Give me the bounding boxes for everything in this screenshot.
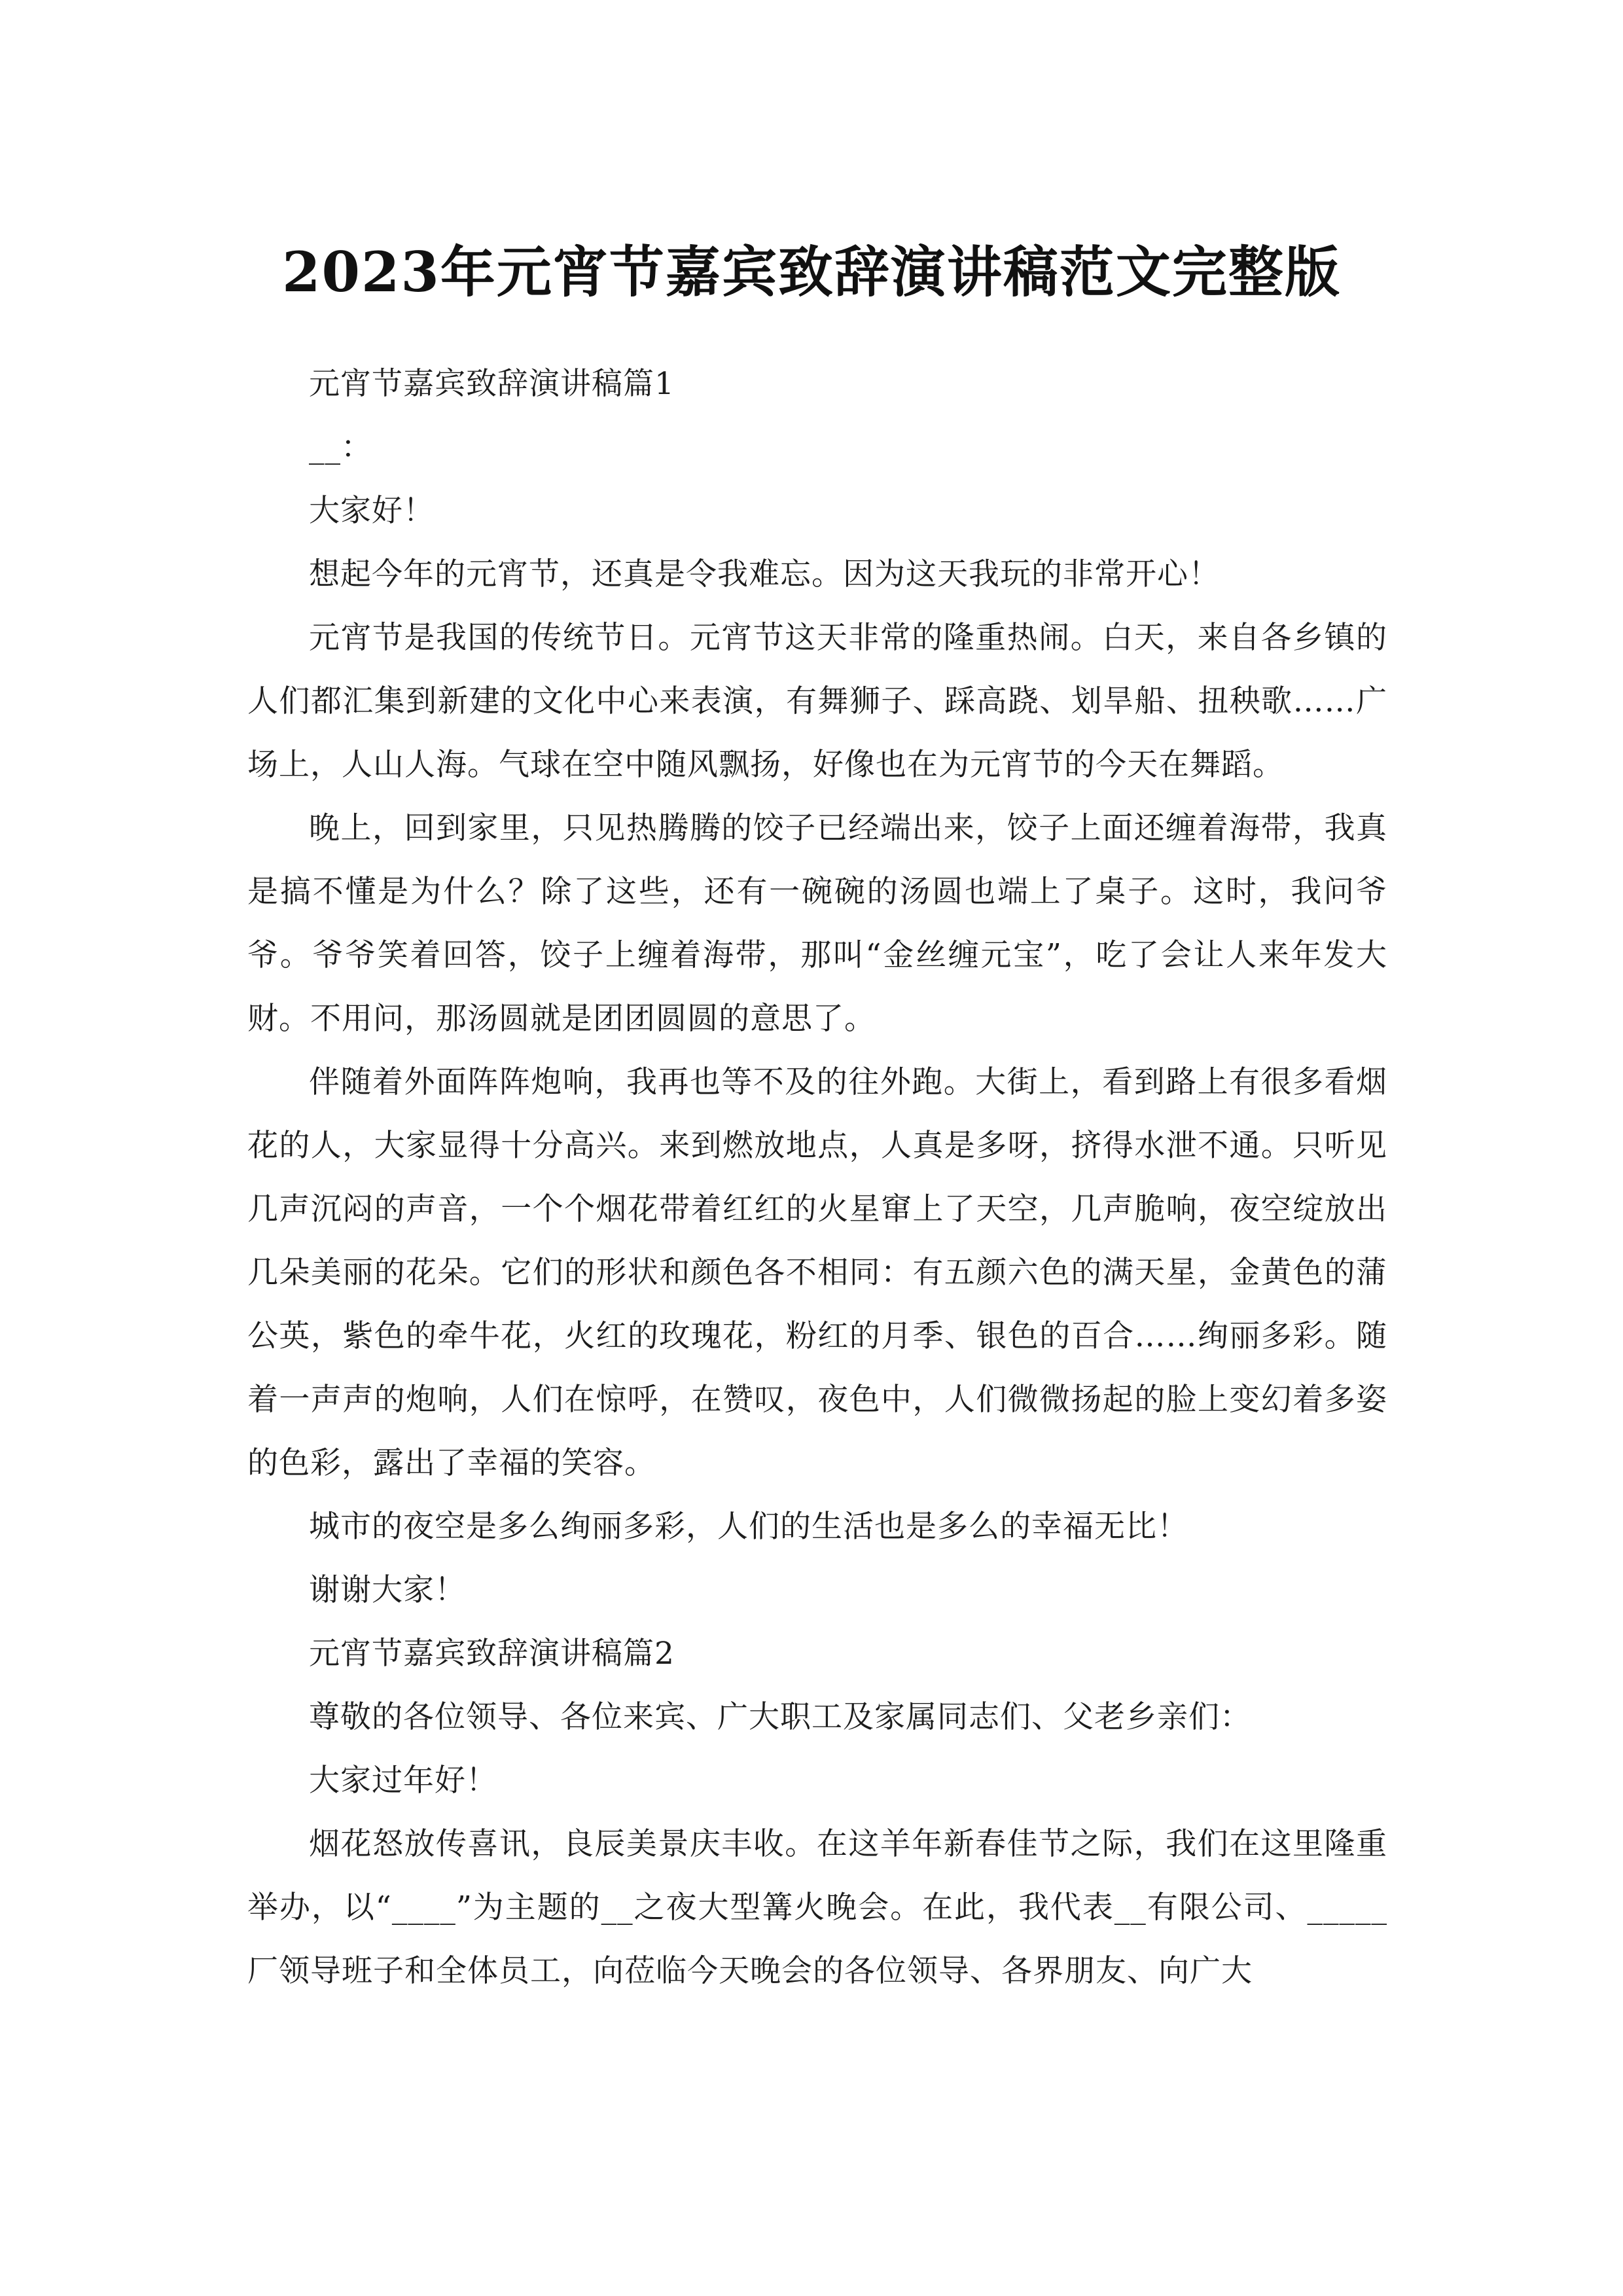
- paragraph: 伴随着外面阵阵炮响，我再也等不及的往外跑。大街上，看到路上有很多看烟花的人，大家显得十分高兴。来到燃放地点，人真是多呀，挤得水泄不通。只听见几声沉闷的声音，一个个烟花带着红红的火星窜上了天空，几声脆响，夜空绽放出几朵美丽的花朵。它们的形状和颜色各不相同：有五颜六色的满天星，金黄色的蒲公英，紫色的牵牛花，火红的玫瑰花，粉红的月季、银色的百合……绚丽多彩。随着一声声的炮响，人们在惊呼，在赞叹，夜色中，人们微微扬起的脸上变幻着多姿的色彩，露出了幸福的笑容。: [247, 1064, 1387, 1481]
- paragraph: 城市的夜空是多么绚丽多彩，人们的生活也是多么的幸福无比！: [309, 1509, 1188, 1545]
- paragraph: 晚上，回到家里，只见热腾腾的饺子已经端出来，饺子上面还缠着海带，我真是搞不懂是为什么？除了这些，还有一碗碗的汤圆也端上了桌子。这时，我问爷爷。爷爷笑着回答，饺子上缠着海带，那叫“金丝缠元宝”，吃了会让人来年发大财。不用问，那汤圆就是团团圆圆的意思了。: [247, 810, 1387, 1037]
- greeting: 大家好！: [309, 493, 435, 529]
- paragraph: 烟花怒放传喜讯，良辰美景庆丰收。在这羊年新春佳节之际，我们在这里隆重举办，以“____”为主题的__之夜大型篝火晚会。在此，我代表__有限公司、_____厂领导班子和全体员工，向莅临今天晚会的各位领导、各界朋友、向广大: [247, 1826, 1387, 1989]
- greeting: 大家过年好！: [309, 1763, 497, 1799]
- closing: 谢谢大家！: [309, 1572, 466, 1608]
- section-heading: 元宵节嘉宾致辞演讲稿篇1: [309, 366, 675, 402]
- salutation-blank: __：: [309, 429, 372, 465]
- paragraph: 想起今年的元宵节，还真是令我难忘。因为这天我玩的非常开心！: [309, 556, 1220, 592]
- paragraph: 元宵节是我国的传统节日。元宵节这天非常的隆重热闹。白天，来自各乡镇的人们都汇集到新建的文化中心来表演，有舞狮子、踩高跷、划旱船、扭秧歌……广场上，人山人海。气球在空中随风飘扬，好像也在为元宵节的今天在舞蹈。: [247, 620, 1387, 783]
- salutation: 尊敬的各位领导、各位来宾、广大职工及家属同志们、父老乡亲们：: [309, 1699, 1251, 1735]
- document-title: 2023年元宵节嘉宾致辞演讲稿范文完整版: [282, 240, 1341, 305]
- document-body: [247, 352, 1387, 2003]
- section-heading: 元宵节嘉宾致辞演讲稿篇2: [309, 1636, 675, 1672]
